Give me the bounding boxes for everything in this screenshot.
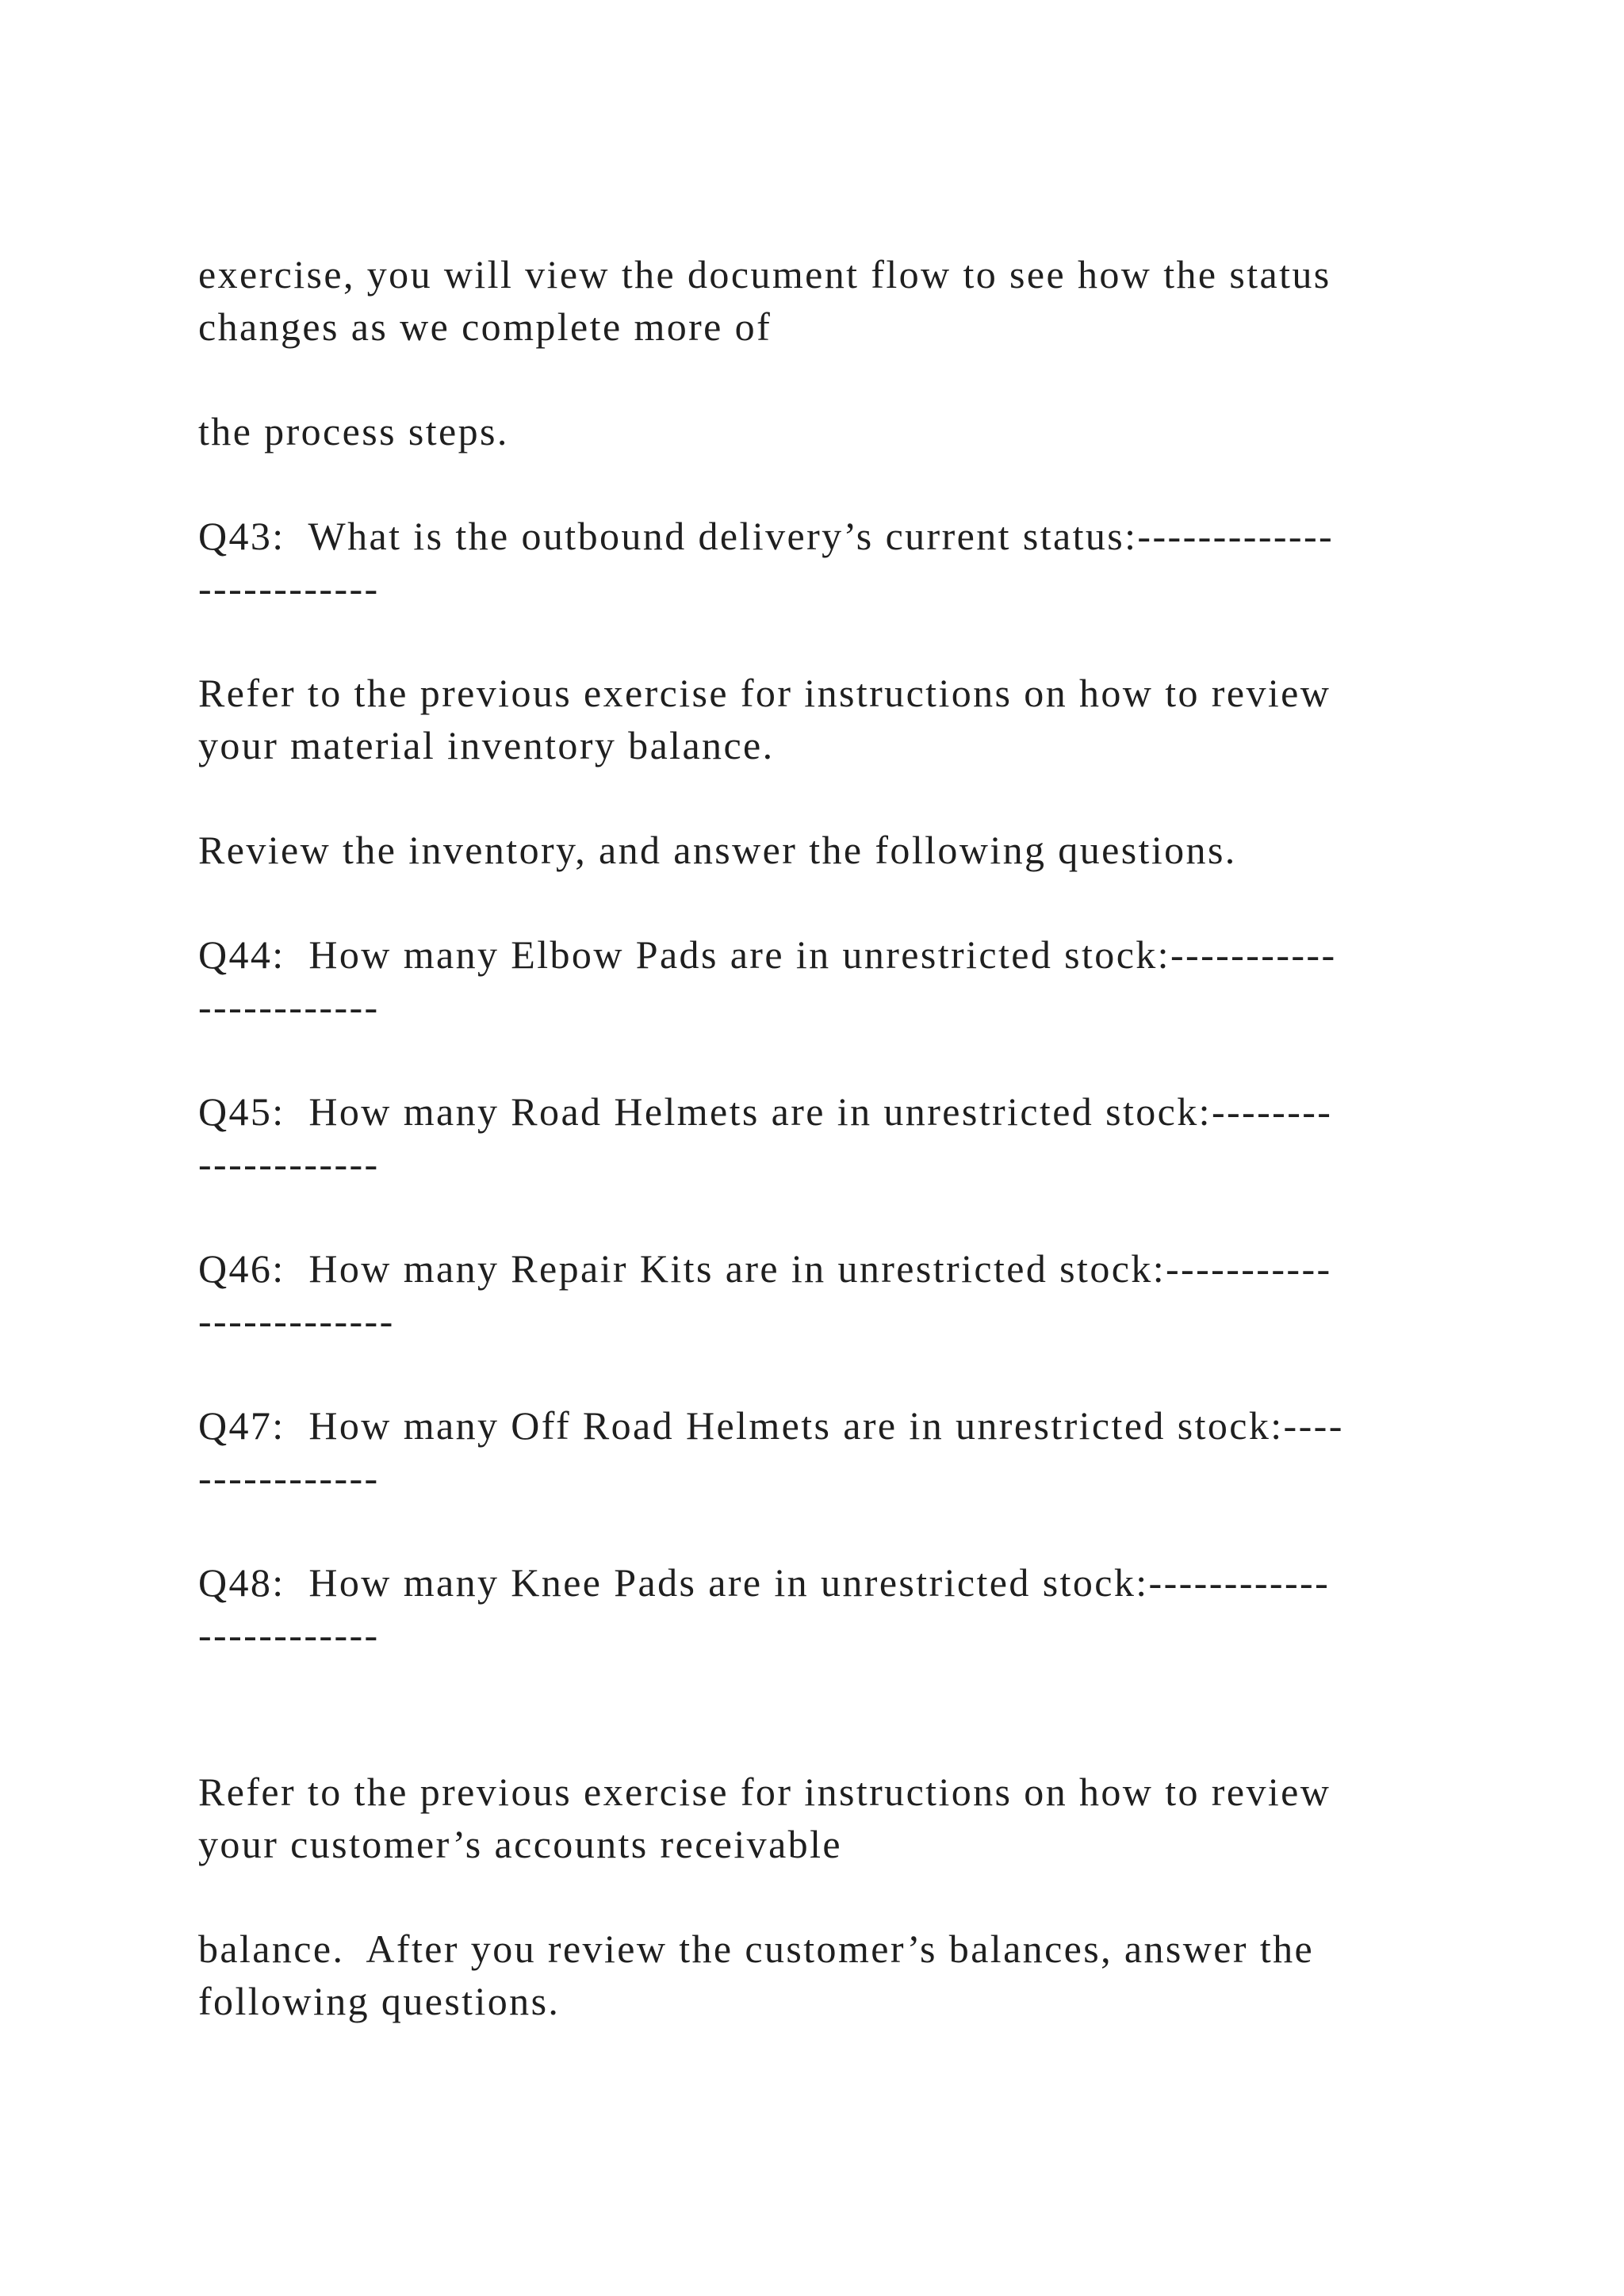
paragraph-balance-line-2: following questions. — [198, 1979, 561, 2023]
question-q43: Q43: What is the outbound delivery’s current status:------------- — [198, 514, 1335, 558]
paragraph-receivable-line-1: Refer to the previous exercise for instructions on how to review — [198, 1770, 1331, 1814]
paragraph-review-inventory: Review the inventory, and answer the following questions. — [198, 828, 1237, 872]
question-q46: Q46: How many Repair Kits are in unrestricted stock:----------- — [198, 1246, 1332, 1291]
answer-blank-q47: ------------ — [198, 1456, 380, 1500]
question-q44: Q44: How many Elbow Pads are in unrestricted stock:----------- — [198, 932, 1337, 977]
answer-blank-q46: ------------- — [198, 1299, 395, 1343]
paragraph-receivable-line-2: your customer’s accounts receivable — [198, 1822, 842, 1866]
paragraph-intro-line-2: changes as we complete more of — [198, 304, 772, 349]
paragraph-inventory-line-2: your material inventory balance. — [198, 723, 775, 767]
question-q47: Q47: How many Off Road Helmets are in unrestricted stock:---- — [198, 1403, 1344, 1448]
paragraph-inventory-line-1: Refer to the previous exercise for instructions on how to review — [198, 671, 1331, 715]
paragraph-process-steps: the process steps. — [198, 409, 509, 453]
paragraph-intro-line-1: exercise, you will view the document flow to see how the status — [198, 252, 1331, 297]
answer-blank-q45: ------------ — [198, 1142, 380, 1186]
question-q48: Q48: How many Knee Pads are in unrestricted stock:------------ — [198, 1560, 1331, 1605]
answer-blank-q43: ------------ — [198, 566, 380, 610]
answer-blank-q48: ------------ — [198, 1613, 380, 1657]
answer-blank-q44: ------------ — [198, 985, 380, 1029]
paragraph-balance-line-1: balance. After you review the customer’s balances, answer the — [198, 1927, 1315, 1971]
question-q45: Q45: How many Road Helmets are in unrestricted stock:-------- — [198, 1089, 1333, 1134]
